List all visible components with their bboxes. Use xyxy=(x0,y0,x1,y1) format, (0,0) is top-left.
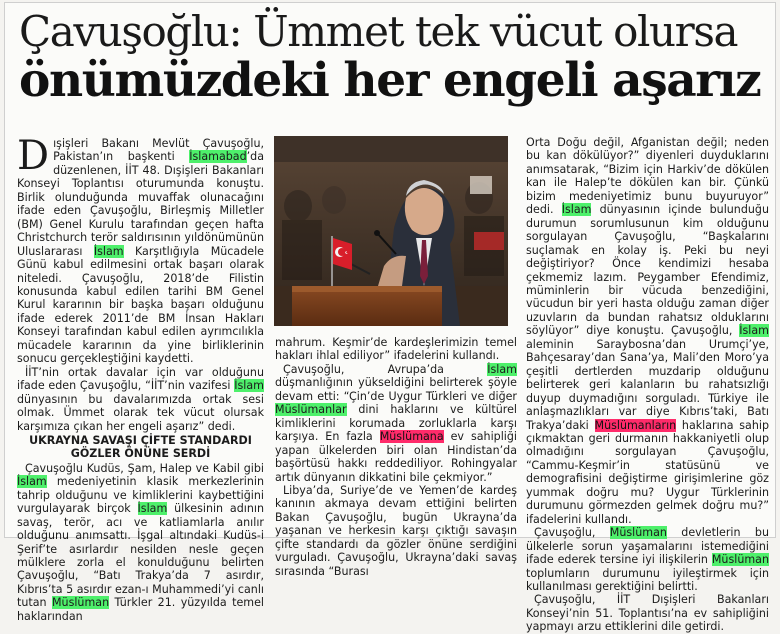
speaker-at-podium-image xyxy=(274,136,508,326)
article-column-middle xyxy=(275,336,517,578)
highlighted-term: Müslüman xyxy=(609,526,667,540)
text-run: haklarına sahip çıkmaktan geri durmanın hakkaniyetli olup olmadığını sorgulayan Çavuşoğlu, “Cammu-Keşmir’in statüsünü ve demografisini değiştirme girişimlerine göz yummak doğru mu? Uygur Türklerinin durumunu görmezden gelmek doğru mu?” ifadelerini kullandı. xyxy=(526,418,769,526)
highlighted-term: Müslümanlar xyxy=(275,403,347,417)
highlighted-term: İslam xyxy=(234,379,264,393)
section-subheading: UKRAYNA SAVAŞI ÇİFTE STANDARDI GÖZLER ÖNÜNE SERDİ xyxy=(29,433,252,461)
paragraph xyxy=(275,484,517,578)
paragraph xyxy=(17,366,264,433)
text-run: dünyasının bu davalarımızda ortak sesi olmak. Ümmet olarak tek vücut olursak karşımıza çıkan her engeli aşarız” dedi. xyxy=(17,392,264,433)
text-run: İİT’nin ortak davalar için var olduğunu ifade eden Çavuşoğlu, “İİT’nin vazifesi xyxy=(17,365,264,393)
highlighted-term: Müslüman xyxy=(51,596,110,610)
text-run: dini haklarını ve kültürel kimliklerini korumada zorluklarla karşı karşıya. En fazla xyxy=(275,403,517,444)
text-run: ev sahipliği yapan ülkelerden biri olan Hindistan’da başörtüsü hakkı reddediliyor. Rohingyalar artık dünyanın dikkatini bile çekmiyor.” xyxy=(275,430,517,484)
paragraph xyxy=(17,133,264,366)
text-run: ’da düzenlenen, İİT 48. Dışişleri Bakanları Konseyi Toplantısı oturumunda konuştu. Birlik olunduğunda muvaffak olunacağını ifade eden Çavuşoğlu, Birleşmiş Milletler (BM) Genel Kurulu tarafından geçen hafta Christchurch terör saldırısının yıldönümünün Uluslararası xyxy=(17,150,264,258)
text-run: toplumların durumunu iyileştirmek için kullanılması gerektiğini belirtti. xyxy=(526,566,769,593)
paragraph xyxy=(275,336,517,363)
highlighted-term: İslam xyxy=(137,502,168,516)
headline-line-1: Çavuşoğlu: Ümmet tek vücut olursa xyxy=(19,7,738,56)
text-run: medeniyetinin klasik merkezlerinin tahrip olduğunu ve kimliklerini kaybettiğini vurgulayarak birçok xyxy=(17,475,264,516)
paragraph xyxy=(275,363,517,484)
newspaper-page xyxy=(4,2,776,634)
text-run: Karşıtlığıyla Mücadele Günü kabul edilmesini ortak başarı olarak niteledi. Çavuşoğlu, 2018’de Filistin konusunda kabul edilen tarihi BM Genel Kurul kararının bir başka başarı olduğunu ifade ederek 2011’de BM İnsan Hakları Konseyi tarafından kabul edilen ayrımcılıkla mücadele kararının da yine birliklerinin sonucu gerçekleştiğini kaydetti. xyxy=(17,244,264,366)
text-run: ülkesinin adının savaş, terör, acı ve katliamlarla anılır olduğunu anımsattı. İşgal altındaki Kudüs-i Şerif’te asırlardır nesilden nesle geçen mülklere zorla el konulduğunu belirten Çavuşoğlu, “Batı Trakya’da 7 asırdır, Kıbrıs’ta 5 asırdır ezan-ı Muhammedi’yi canlı tutan xyxy=(17,502,264,610)
text-run: Türkler 21. yüzyılda temel haklarından xyxy=(17,596,264,623)
article-column-left xyxy=(17,133,264,623)
text-run: ışişleri Bakanı Mevlüt Çavuşoğlu, Pakistan’ın başkenti xyxy=(53,137,264,164)
text-run: Orta Doğu değil, Afganistan değil; neden bu kan dökülüyor?” diyenleri duyduklarını anımsatarak, “Bizim için Harkiv’de dökülen kan ile Halep’te dökülen kan bir. Çünkü bizim medeniyetimiz bunu buyuruyor” dedi. xyxy=(526,136,769,217)
highlighted-term: İslam xyxy=(17,475,47,489)
text-run: düşmanlığının yükseldiğini belirterek şöyle devam etti: “Çin’de Uygur Türkleri ve diğer xyxy=(275,376,517,403)
highlighted-term: İslam xyxy=(487,362,517,376)
text-run: Libya’da, Suriye’de ve Yemen’de kardeş kanının akmaya devam ettiğini belirten Bakan Çavuşoğlu, bugün Ukrayna’da yaşanan ve herkesin karşı çıktığı savaşın çifte standardı da gözler önüne serdiğini vurguladı. Çavuşoğlu, Ukrayna’daki savaş sırasında “Burası xyxy=(275,483,517,578)
text-run: Çavuşoğlu, Avrupa’da xyxy=(283,362,488,376)
highlighted-term: Müslümanların xyxy=(594,418,677,432)
paragraph xyxy=(526,593,769,633)
text-run: mahrum. Keşmir’de kardeşlerimizin temel hakları ihlal ediliyor” ifadelerini kullandı. xyxy=(275,336,517,363)
highlighted-term: İslam xyxy=(561,203,592,217)
highlighted-term: Müslümana xyxy=(379,430,444,444)
paragraph xyxy=(526,526,769,593)
text-run: devletlerin bu ülkelerle sorun yaşamalarını istemediğini ifade ederek tersine iyi ilişkilerin xyxy=(526,526,769,567)
article-column-right xyxy=(526,136,769,634)
text-run: Çavuşoğlu, İİT Dışişleri Bakanları Konseyi’nin 51. Toplantısı’na ev sahipliğini yapmayı arzu ettiklerini dile getirdi. xyxy=(526,593,769,634)
paragraph xyxy=(526,136,769,526)
drop-cap: D xyxy=(17,133,50,179)
news-photo xyxy=(274,136,508,326)
headline-line-2: önümüzdeki her engeli aşarız xyxy=(19,53,761,108)
highlighted-term: Müslüman xyxy=(711,553,769,567)
text-run: Çavuşoğlu Kudüs, Şam, Halep ve Kabil gibi xyxy=(25,461,264,475)
text-run: Çavuşoğlu, xyxy=(534,526,610,540)
highlighted-term: İslam xyxy=(93,244,124,258)
highlighted-term: İslam xyxy=(739,324,769,338)
highlighted-term: İslamabad xyxy=(189,150,247,164)
text-run: aleminin Saraybosna’dan Urumçi’ye, Bahçesaray’dan Sana’ya, Mali’den Moro’ya çeşitli dertlerden muzdarip olduğunu belirterek geri kalanların bu rahatsızlığı duyup duymadığını sorguladı. Türkiye ile anlaşmazlıkları var diye Kıbrıs’taki, Batı Trakya’daki xyxy=(526,337,769,432)
paragraph xyxy=(17,462,264,623)
text-run: dünyasının içinde bulunduğu durumun sorumlusunun kim olduğunu sorgulayan Çavuşoğlu, “Başkalarını suçlamak en kolay iş. Peki bu neyi değiştiriyor? Önce kendimizi hesaba çekmemiz lazım. Peygamber Efendimiz, müminlerin bir vücuda benzediğini, vücudun bir yeri hasta olduğu zaman diğer uzuvların da bundan rahatsız olduklarını söylüyor” diye konuştu. Çavuşoğlu, xyxy=(526,203,769,338)
